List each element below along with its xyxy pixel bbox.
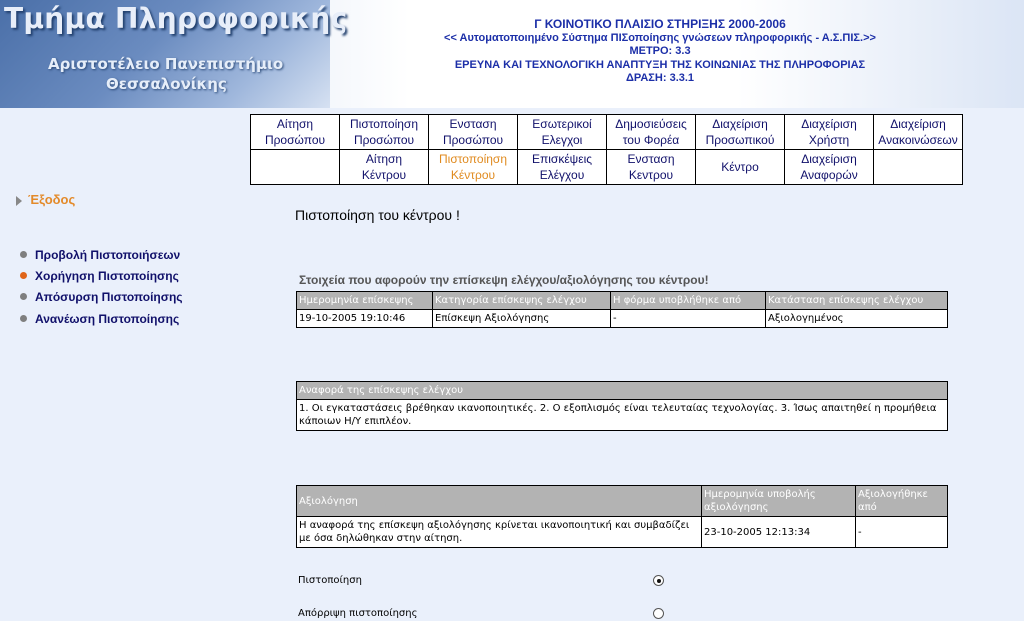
nav-item-label: Ενσταση (449, 117, 497, 131)
nav-item[interactable] (251, 115, 340, 150)
nav-item-label: Κεντρου (628, 168, 674, 182)
sidebar-item[interactable] (20, 248, 180, 262)
bullet-icon (20, 315, 27, 322)
nav-item-label: Κέντρο (721, 160, 759, 174)
nav-item[interactable] (874, 115, 963, 150)
logo-city: Θεσσαλονίκης (106, 75, 227, 93)
nav-empty-cell (874, 150, 963, 185)
nav-item-label: Διαχείριση (801, 152, 857, 166)
sidebar-item[interactable] (20, 290, 183, 304)
exit-link[interactable] (16, 192, 75, 207)
sidebar-item-label: Χορήγηση Πιστοποίησης (35, 269, 179, 283)
nav-item-label: Πιστοποίηση (349, 117, 418, 131)
sidebar-item[interactable] (20, 312, 179, 326)
sidebar-item-label: Προβολή Πιστοποιήσεων (35, 248, 181, 262)
nav-item-label: Διαχείριση (890, 117, 946, 131)
nav-item[interactable] (696, 115, 785, 150)
nav-item-label: Προσώπου (264, 133, 326, 147)
table-header-row (297, 292, 948, 310)
nav-item-label: Ελεγχοι (541, 133, 583, 147)
logo-title: Τμήμα Πληροφορικής (4, 2, 348, 35)
nav-item[interactable] (340, 115, 429, 150)
nav-item[interactable] (518, 115, 607, 150)
nav-item-label: Διαχείριση (801, 117, 857, 131)
nav-item-label: του Φορέα (622, 133, 680, 147)
nav-item-label: Χρήστη (808, 133, 850, 147)
nav-item-label: Ανακοινώσεων (878, 133, 958, 147)
arrow-right-icon (16, 196, 22, 206)
exit-label: Έξοδος (28, 192, 76, 207)
nav-item[interactable] (785, 115, 874, 150)
evaluated-by: - (856, 517, 948, 548)
page-header (0, 0, 1024, 108)
research-title: ΕΡΕΥΝΑ ΚΑΙ ΤΕΧΝΟΛΟΓΙΚΗ ΑΝΑΠΤΥΞΗ ΤΗΣ ΚΟΙΝΩΝΙΑΣ ΤΗΣ ΠΛΗΡΟΦΟΡΙΑΣ (454, 58, 866, 71)
department-logo (0, 0, 348, 108)
certify-label: Πιστοποίηση (298, 575, 362, 586)
column-header: Ημερομηνία υποβολής αξιολόγησης (702, 486, 856, 517)
nav-item[interactable] (696, 150, 785, 185)
visit-table (296, 291, 948, 328)
table-header-row (297, 486, 948, 517)
sidebar-item-label: Ανανέωση Πιστοποίησης (35, 312, 180, 326)
section-title: Στοιχεία που αφορούν την επίσκεψη ελέγχου/αξιολόγησης του κέντρου! (299, 273, 709, 287)
submitted-by: - (611, 310, 766, 328)
nav-empty-cell (251, 150, 340, 185)
nav-item[interactable] (429, 115, 518, 150)
nav-item-label: Αναφορών (800, 168, 858, 182)
nav-item-label: Κέντρου (361, 168, 407, 182)
reject-label: Απόρριψη πιστοποίησης (298, 608, 418, 619)
nav-item-label: Κέντρου (450, 168, 496, 182)
bullet-icon (20, 293, 27, 300)
column-header: Αξιολόγηση (297, 486, 702, 517)
report-header: Αναφορά της επίσκεψης ελέγχου (297, 382, 948, 400)
nav-item[interactable] (607, 115, 696, 150)
program-info (330, 18, 990, 86)
nav-item-label: Προσωπικού (705, 133, 775, 147)
nav-item[interactable] (607, 150, 696, 185)
column-header: Η φόρμα υποβλήθηκε από (611, 292, 766, 310)
column-header: Κατάσταση επίσκεψης ελέγχου (766, 292, 948, 310)
certify-radio[interactable] (653, 575, 664, 586)
column-header: Κατηγορία επίσκεψης ελέγχου (433, 292, 611, 310)
evaluation-text: Η αναφορά της επίσκεψη αξιολόγησης κρίνεται ικανοποιητική και συμβαδίζει με όσα δηλώθηκαν στην αίτηση. (297, 517, 702, 548)
nav-item[interactable] (785, 150, 874, 185)
sidebar-item[interactable] (20, 269, 179, 283)
column-header: Ημερομηνία επίσκεψης (297, 292, 433, 310)
system-name: << Αυτοματοποιημένο Σύστημα ΠΙΣοποίησης γνώσεων πληροφορικής - Α.Σ.ΠΙΣ.>> (444, 31, 876, 44)
logo-university: Αριστοτέλειο Πανεπιστήμιο (48, 55, 284, 73)
nav-item-label: Δημοσιεύσεις (615, 117, 687, 131)
report-table (296, 381, 948, 431)
evaluation-date: 23-10-2005 12:13:34 (702, 517, 856, 548)
column-header: Αξιολογήθηκε από (856, 486, 948, 517)
nav-item-label: Πιστοποίηση (438, 152, 507, 166)
report-text: 1. Οι εγκαταστάσεις βρέθηκαν ικανοποιητικές. 2. Ο εξοπλισμός είναι τελευταίας τεχνολογίας. 3. Ίσως απαιτηθεί η προμήθεια κάποιων Η/Υ επιπλέον. (297, 400, 948, 431)
bullet-icon (20, 272, 27, 279)
nav-item-label: Επισκέψεις (531, 152, 593, 166)
nav-item-label: Προσώπου (353, 133, 415, 147)
nav-item-label: Ενσταση (627, 152, 675, 166)
visit-date: 19-10-2005 19:10:46 (297, 310, 433, 328)
nav-item-label: Διαχείριση (712, 117, 768, 131)
main-nav (250, 114, 963, 185)
sidebar-item-label: Απόσυρση Πιστοποίησης (35, 290, 183, 304)
nav-item-label: Εσωτερικοί (532, 117, 592, 131)
nav-item-label: Ελέγχου (539, 168, 585, 182)
measure: ΜΕΤΡΟ: 3.3 (629, 45, 691, 58)
visit-status: Αξιολογημένος (766, 310, 948, 328)
reject-radio[interactable] (653, 608, 664, 619)
table-row (297, 310, 948, 328)
nav-item-label: Αίτηση (365, 152, 403, 166)
visit-category: Επίσκεψη Αξιολόγησης (433, 310, 611, 328)
nav-item[interactable] (518, 150, 607, 185)
nav-item-label: Αίτηση (276, 117, 314, 131)
nav-item[interactable] (340, 150, 429, 185)
page-title: Πιστοποίηση του κέντρου ! (295, 207, 460, 223)
action: ΔΡΑΣΗ: 3.3.1 (625, 72, 695, 85)
table-row (297, 517, 948, 548)
nav-item[interactable] (429, 150, 518, 185)
evaluation-table (296, 485, 948, 548)
program-framework: Γ ΚΟΙΝΟΤΙΚΟ ΠΛΑΙΣΙΟ ΣΤΗΡΙΞΗΣ 2000-2006 (534, 17, 786, 31)
nav-item-label: Προσώπου (442, 133, 504, 147)
bullet-icon (20, 251, 27, 258)
